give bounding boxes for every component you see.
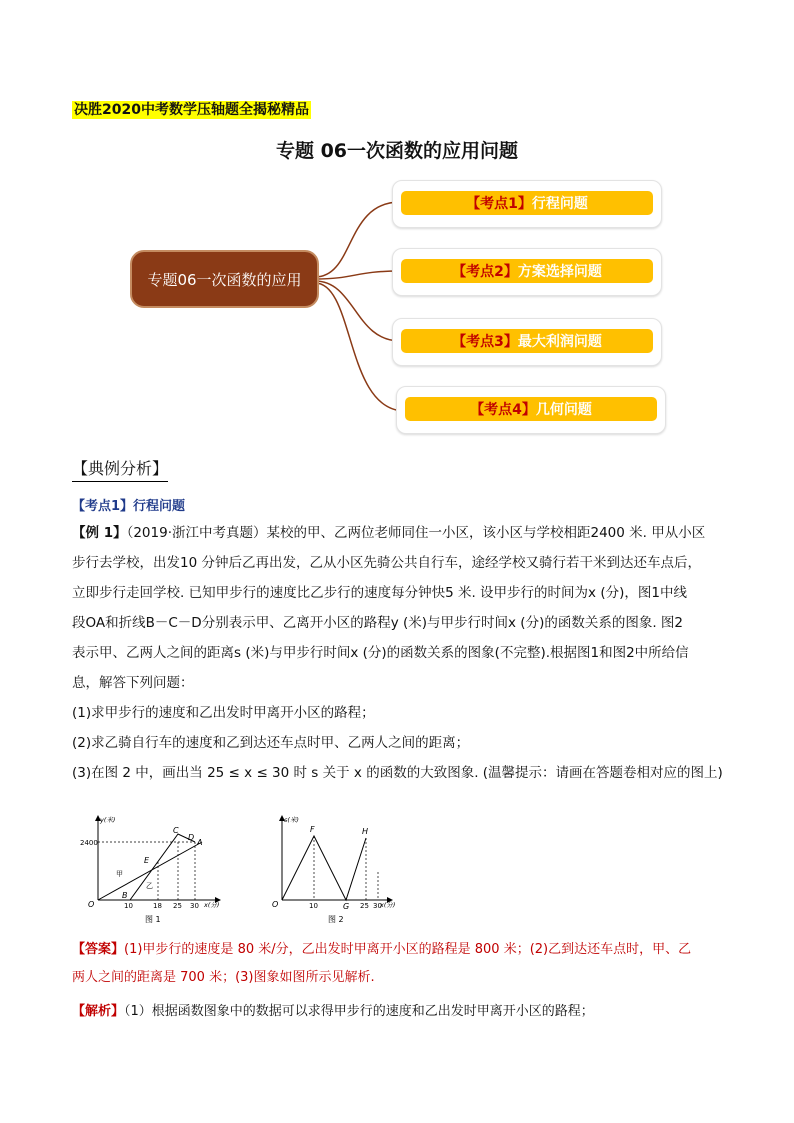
fig1-label-yi: 乙 bbox=[146, 882, 153, 890]
kp1-text: 行程问题 bbox=[133, 499, 186, 514]
fig2-x-tick-30: 30 bbox=[373, 902, 382, 910]
analysis-block bbox=[72, 998, 724, 1026]
fig2-point-H: H bbox=[362, 827, 369, 836]
fig1-point-E: E bbox=[144, 856, 150, 865]
question-2: (2)求乙骑自行车的速度和乙到达还车点时甲、乙两人之间的距离； bbox=[72, 735, 470, 751]
fig2-line bbox=[282, 836, 366, 900]
mindmap-topic-4 bbox=[396, 386, 666, 434]
fig1-x-tick-30: 30 bbox=[190, 902, 199, 910]
fig1-line-jia bbox=[98, 842, 202, 900]
answer-line-1: (1)甲步行的速度是 80 米/分，乙出发时甲离开小区的路程是 800 米；(2)乙到达还车点时，甲、乙 bbox=[124, 942, 692, 957]
topic-4-text: 几何问题 bbox=[535, 402, 592, 418]
topic-3-label: 【考点3】 bbox=[452, 334, 518, 350]
fig1-point-O: O bbox=[88, 900, 95, 909]
question-3: (3)在图 2 中，画出当 25 ≤ x ≤ 30 时 s 关于 x 的函数的大致图象. (温馨提示：请画在答题卷相对应的图上) bbox=[72, 765, 723, 781]
fig1-point-B: B bbox=[122, 891, 128, 900]
kp1-heading bbox=[72, 495, 185, 514]
example-line-3: 立即步行走回学校. 已知甲步行的速度比乙步行的速度每分钟快5 米. 设甲步行的时间为x (分)，图1中线 bbox=[72, 585, 687, 601]
topic-1-text: 行程问题 bbox=[531, 196, 588, 212]
example-line-5: 表示甲、乙两人之间的距离s (米)与甲步行时间x (分)的函数关系的图象(不完整).根据图1和图2中所给信 bbox=[72, 645, 689, 661]
topic-3-text: 最大利润问题 bbox=[517, 334, 602, 350]
fig1-point-A: A bbox=[197, 838, 203, 847]
fig1-caption: 图 1 bbox=[145, 915, 161, 924]
figure-1 bbox=[80, 812, 230, 932]
kp1-label: 【考点1】 bbox=[72, 499, 134, 514]
answer-line-2: 两人之间的距离是 700 米；(3)图象如图所示见解析. bbox=[72, 970, 375, 985]
fig1-y-label: y(米) bbox=[100, 816, 116, 824]
example-text bbox=[72, 518, 724, 788]
mindmap-topic-2 bbox=[392, 248, 662, 296]
topic-1-label: 【考点1】 bbox=[466, 196, 532, 212]
analysis-tag: 【解析】 bbox=[72, 1004, 125, 1019]
fig2-x-label: x(分) bbox=[380, 901, 396, 909]
fig2-x-tick-25: 25 bbox=[360, 902, 369, 910]
mindmap-center-label: 专题06一次函数的应用 bbox=[147, 270, 302, 289]
fig1-x-tick-18: 18 bbox=[153, 902, 162, 910]
example-line-6: 息，解答下列问题： bbox=[72, 675, 194, 691]
fig1-point-C: C bbox=[173, 826, 179, 835]
section-heading: 【典例分析】 bbox=[72, 456, 168, 482]
example-line-2: 步行去学校，出发10 分钟后乙再出发，乙从小区先骑公共自行车，途经学校又骑行若干米到达还车点后， bbox=[72, 555, 701, 571]
topic-2-label: 【考点2】 bbox=[452, 264, 518, 280]
mindmap-topic-1 bbox=[392, 180, 662, 228]
topic-4-label: 【考点4】 bbox=[470, 402, 536, 418]
fig1-x-label: x(分) bbox=[204, 901, 220, 909]
fig2-point-F: F bbox=[310, 825, 315, 834]
fig1-y-tick: 2400 bbox=[80, 839, 98, 847]
fig1-x-tick-25: 25 bbox=[173, 902, 182, 910]
fig2-y-label: s(米) bbox=[284, 816, 299, 824]
fig1-line-yi bbox=[130, 834, 195, 900]
analysis-text: （1）根据函数图象中的数据可以求得甲步行的速度和乙出发时甲离开小区的路程； bbox=[124, 1004, 594, 1019]
topic-2-text: 方案选择问题 bbox=[517, 264, 602, 280]
example-tag: 【例 1】 bbox=[72, 525, 127, 541]
mindmap-topic-3 bbox=[392, 318, 662, 366]
fig2-caption: 图 2 bbox=[328, 915, 344, 924]
answer-block bbox=[72, 936, 724, 992]
fig1-x-tick-10: 10 bbox=[124, 902, 133, 910]
fig1-point-D: D bbox=[188, 833, 195, 842]
fig2-point-O: O bbox=[272, 900, 279, 909]
question-1: (1)求甲步行的速度和乙出发时甲离开小区的路程； bbox=[72, 705, 375, 721]
mindmap-center bbox=[130, 250, 319, 308]
figure-2 bbox=[268, 812, 398, 932]
example-line-4: 段OA和折线B－C－D分别表示甲、乙离开小区的路程y (米)与甲步行时间x (分)的函数关系的图象. 图2 bbox=[72, 615, 684, 631]
page-title: 专题 06一次函数的应用问题 bbox=[275, 140, 519, 162]
fig2-x-tick-10: 10 bbox=[309, 902, 318, 910]
fig2-point-G: G bbox=[343, 902, 350, 911]
example-line-1: （2019·浙江中考真题）某校的甲、乙两位老师同住一小区，该小区与学校相距2400 米. 甲从小区 bbox=[126, 525, 706, 541]
fig1-label-jia: 甲 bbox=[116, 870, 123, 878]
answer-tag: 【答案】 bbox=[72, 942, 125, 957]
series-banner: 决胜2020中考数学压轴题全揭秘精品 bbox=[74, 102, 309, 118]
